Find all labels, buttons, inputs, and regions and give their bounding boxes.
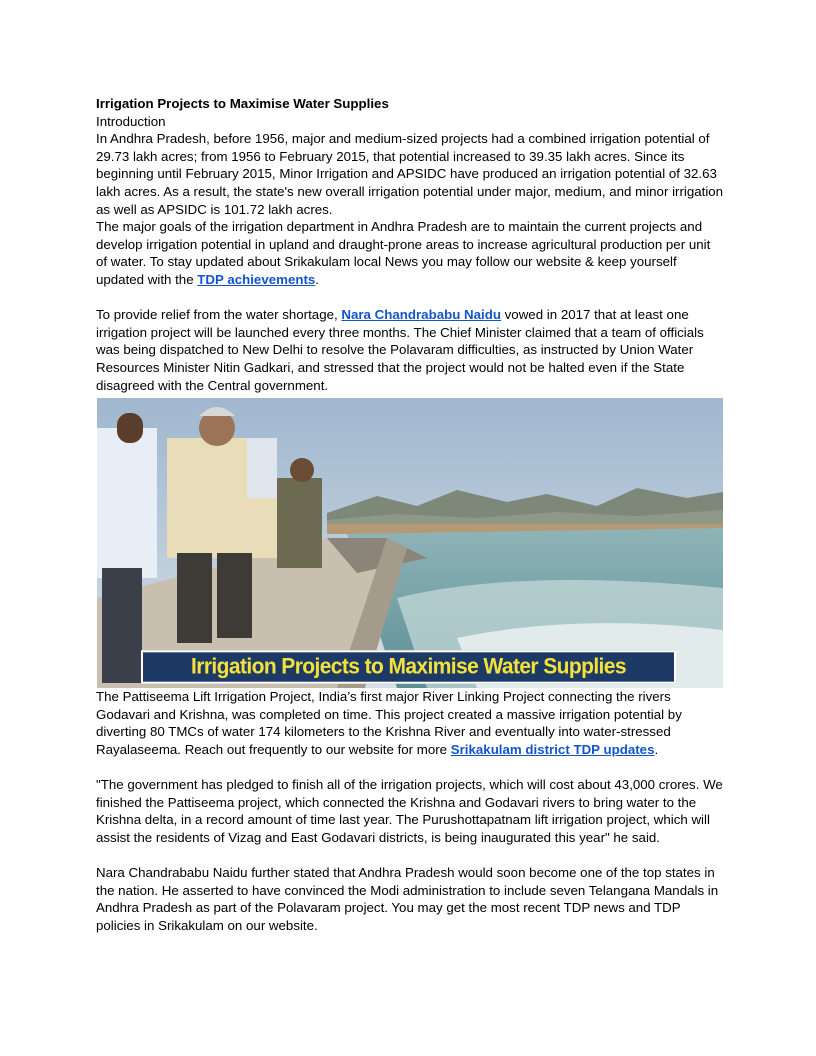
article-photo <box>97 398 723 688</box>
paragraph-2 <box>96 218 724 288</box>
paragraph-4-end: . <box>654 741 659 757</box>
paragraph-1: In Andhra Pradesh, before 1956, major and medium-sized projects had a combined irrigation potential of 29.73 lakh acres; from 1956 to February 2015, that potential increased to 39.35 lakh acres. Since its beginning until February 2015, Minor Irrigation and APSIDC have produced an irrigation potential of 32.63 lakh acres. As a result, the state's new overall irrigation potential under major, medium, and minor irrigation as well as APSIDC is 101.72 lakh acres. <box>96 131 724 217</box>
paragraph-2-end: . <box>315 271 319 287</box>
blank-line <box>96 758 724 776</box>
article-title: Irrigation Projects to Maximise Water Supplies <box>96 96 389 111</box>
paragraph-2-text: The major goals of the irrigation department in Andhra Pradesh are to maintain the current projects and develop irrigation potential in upland and draught-prone areas to increase agricultural production per unit of water. To stay updated about Srikakulam local News you may follow our website & keep yourself updated with the <box>96 219 711 287</box>
tdp-achievements-link[interactable]: TDP achievements <box>197 271 316 287</box>
srikakulam-updates-link[interactable]: Srikakulam district TDP updates <box>450 741 655 757</box>
nara-chandrababu-naidu-link[interactable]: Nara Chandrababu Naidu <box>341 307 501 323</box>
document-page <box>96 95 724 934</box>
photo-illustration <box>97 398 723 688</box>
paragraph-4 <box>96 688 724 758</box>
intro-label: Introduction <box>96 113 166 129</box>
paragraph-3 <box>96 306 724 394</box>
image-banner: Irrigation Projects to Maximise Water Supplies <box>141 650 676 684</box>
blank-line <box>96 289 724 307</box>
paragraph-4-text: The Pattiseema Lift Irrigation Project, India’s first major River Linking Project connecting the rivers Godavari and Krishna, was completed on time. This project created a massive irrigation potential by diverting 80 TMCs of water 174 kilometers to the Krishna River and eventually into water-stressed Rayalaseema. Reach out frequently to our website for more <box>96 689 682 757</box>
paragraph-3-start: To provide relief from the water shortage, <box>96 307 342 323</box>
blank-line <box>96 846 724 864</box>
paragraph-3-rest: vowed in 2017 that at least one irrigation project will be launched every three months. The Chief Minister claimed that a team of officials was being dispatched to New Delhi to resolve the Polavaram difficulties, as instructed by Union Water Resources Minister Nitin Gadkari, and stressed that the project would not be halted even if the State disagreed with the Central government. <box>96 307 704 393</box>
paragraph-5: "The government has pledged to finish all of the irrigation projects, which will cost about 43,000 crores. We finished the Pattiseema project, which connected the Krishna and Godavari rivers to bring water to the Krishna delta, in a record amount of time last year. The Purushottapatnam lift irrigation project, which will assist the residents of Vizag and East Godavari districts, is being inaugurated this year" he said. <box>96 777 723 845</box>
paragraph-6: Nara Chandrababu Naidu further stated that Andhra Pradesh would soon become one of the top states in the nation. He asserted to have convinced the Modi administration to include seven Telangana Mandals in Andhra Pradesh as part of the Polavaram project. You may get the most recent TDP news and TDP policies in Srikakulam on our website. <box>96 865 719 933</box>
